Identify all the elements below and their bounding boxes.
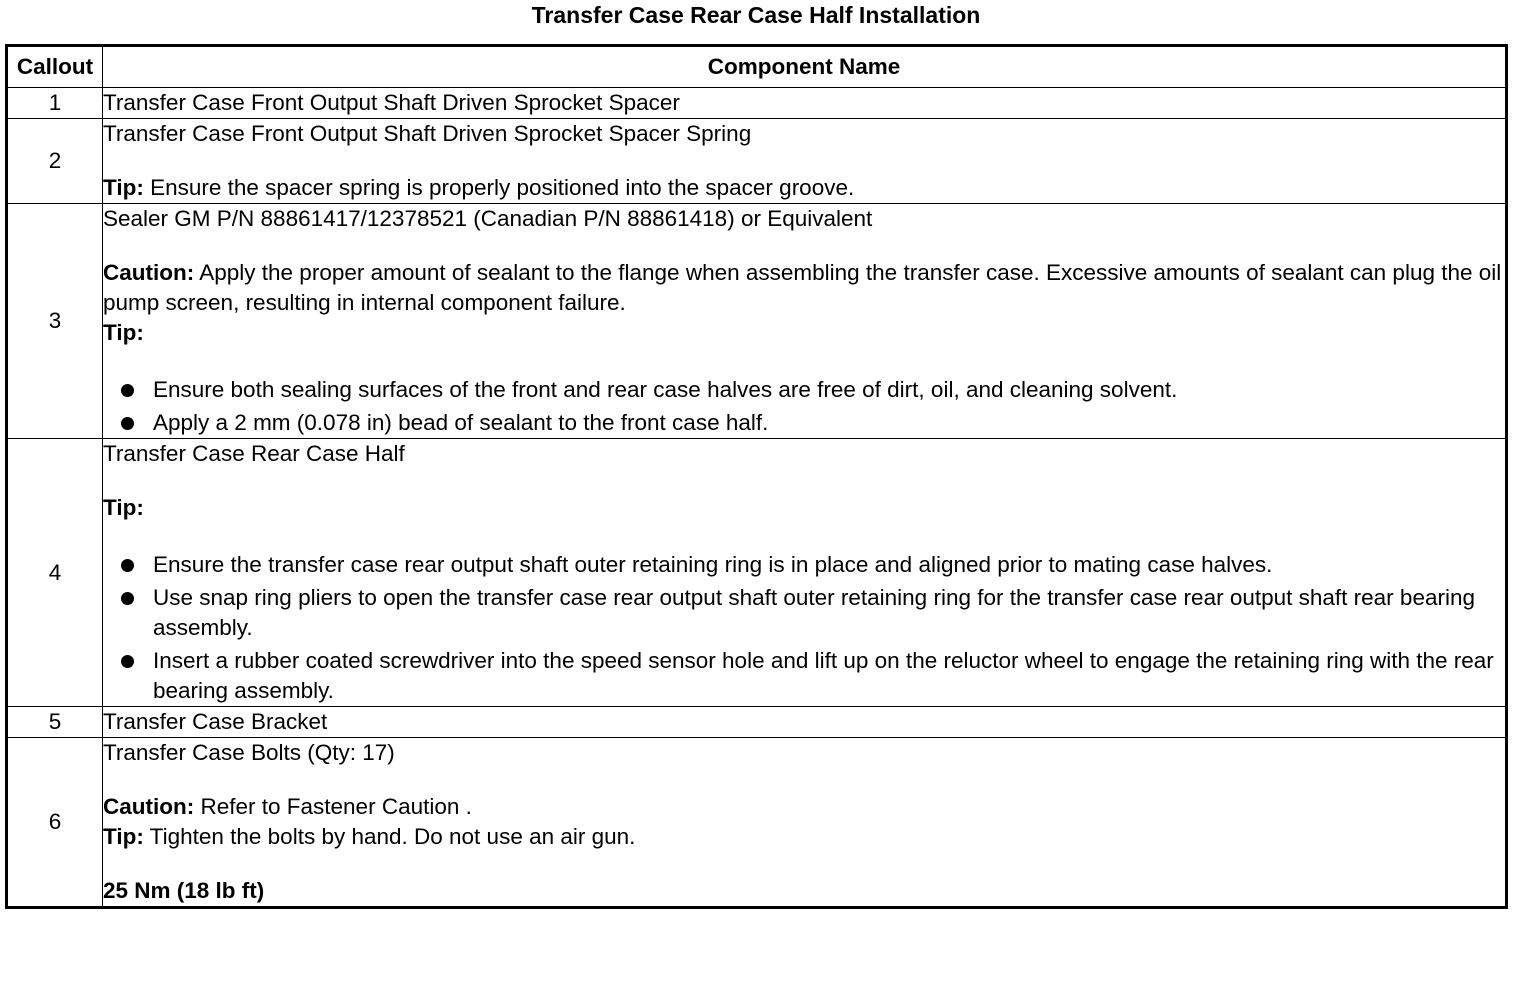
callout-number: 4 xyxy=(7,439,103,707)
document-title: Transfer Case Rear Case Half Installation xyxy=(531,2,981,28)
component-name: Transfer Case Front Output Shaft Driven Sprocket Spacer Spring xyxy=(103,121,752,146)
bullet-icon xyxy=(121,384,134,397)
tip-note xyxy=(103,822,1505,852)
component-name: Transfer Case Front Output Shaft Driven Sprocket Spacer xyxy=(103,90,680,115)
component-name-column-header: Component Name xyxy=(103,46,1507,88)
table-row xyxy=(7,738,1507,908)
component-cell xyxy=(103,88,1507,119)
tip-text: Ensure the spacer spring is properly positioned into the spacer groove. xyxy=(143,175,855,200)
table-row xyxy=(7,88,1507,119)
caution-label: Caution: xyxy=(103,260,195,285)
callout-number: 6 xyxy=(7,738,103,908)
component-cell xyxy=(103,738,1507,908)
callout-number: 5 xyxy=(7,707,103,738)
component-name: Transfer Case Bracket xyxy=(103,709,328,734)
caution-text: Apply the proper amount of sealant to the flange when assembling the transfer case. Excessive amounts of sealant can plug the oil pump screen, resulting in internal component failure. xyxy=(103,260,1502,315)
callout-column-header: Callout xyxy=(7,46,103,88)
list-item: Apply a 2 mm (0.078 in) bead of sealant to the front case half. xyxy=(103,408,1505,438)
component-cell xyxy=(103,439,1507,707)
table-row xyxy=(7,119,1507,204)
list-item: Use snap ring pliers to open the transfer case rear output shaft outer retaining ring for the transfer case rear output shaft rear bearing assembly. xyxy=(103,583,1505,643)
caution-note xyxy=(103,792,1505,822)
bullet-icon xyxy=(121,655,134,668)
tip-note xyxy=(103,173,1505,203)
list-item: Ensure the transfer case rear output shaft outer retaining ring is in place and aligned prior to mating case halves. xyxy=(103,550,1505,580)
callout-number: 1 xyxy=(7,88,103,119)
caution-text: Refer to Fastener Caution . xyxy=(194,794,472,819)
caution-note xyxy=(103,258,1505,318)
bullet-icon xyxy=(121,417,134,430)
tip-label: Tip: xyxy=(103,495,144,520)
tip-text: Tighten the bolts by hand. Do not use an air gun. xyxy=(143,824,636,849)
torque-spec: 25 Nm (18 lb ft) xyxy=(103,878,265,903)
component-cell xyxy=(103,119,1507,204)
list-item: Ensure both sealing surfaces of the front and rear case halves are free of dirt, oil, and cleaning solvent. xyxy=(103,375,1505,405)
component-cell xyxy=(103,204,1507,439)
list-item: Insert a rubber coated screwdriver into the speed sensor hole and lift up on the reluctor wheel to engage the retaining ring with the rear bearing assembly. xyxy=(103,646,1505,706)
callout-number: 2 xyxy=(7,119,103,204)
component-name: Sealer GM P/N 88861417/12378521 (Canadian P/N 88861418) or Equivalent xyxy=(103,206,873,231)
tip-bullet-list xyxy=(103,550,1505,706)
table-header-row xyxy=(7,46,1507,88)
component-name: Transfer Case Rear Case Half xyxy=(103,441,405,466)
tip-bullet-list xyxy=(103,375,1505,438)
table-row xyxy=(7,204,1507,439)
tip-label: Tip: xyxy=(103,175,144,200)
bullet-icon xyxy=(121,559,134,572)
table-row xyxy=(7,439,1507,707)
callout-number: 3 xyxy=(7,204,103,439)
caution-label: Caution: xyxy=(103,794,195,819)
tip-label: Tip: xyxy=(103,824,144,849)
component-table xyxy=(5,44,1508,909)
bullet-icon xyxy=(121,592,134,605)
component-cell xyxy=(103,707,1507,738)
table-row xyxy=(7,707,1507,738)
tip-label: Tip: xyxy=(103,320,144,345)
component-name: Transfer Case Bolts (Qty: 17) xyxy=(103,740,395,765)
